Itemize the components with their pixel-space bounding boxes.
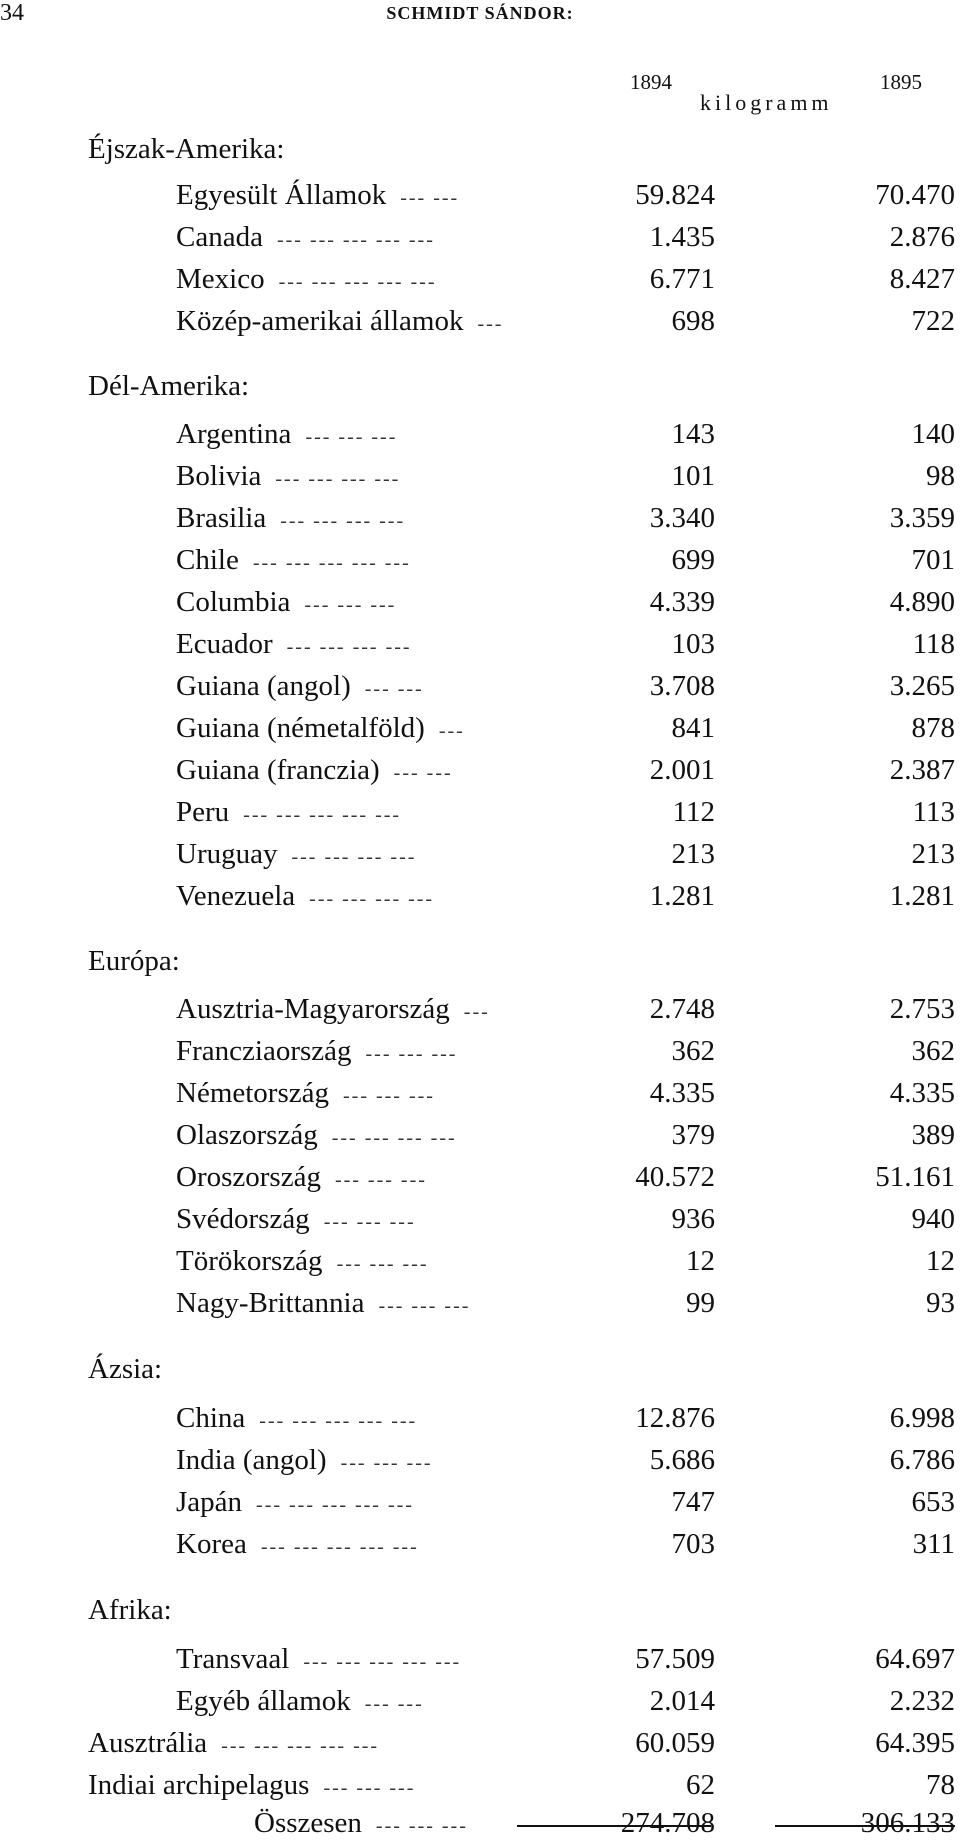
region-north-america: Éjszak-Amerika: — [88, 133, 285, 165]
value-1895: 878 — [911, 712, 955, 744]
value-1894: 936 — [671, 1203, 715, 1235]
value-1894: 101 — [671, 460, 715, 492]
row-name: Korea --- --- --- --- --- — [176, 1528, 419, 1560]
value-1894: 274.708 — [620, 1807, 715, 1839]
value-1894: 213 — [671, 838, 715, 870]
value-1894: 747 — [671, 1486, 715, 1518]
value-1894: 1.435 — [649, 221, 715, 253]
row-name: Németország --- --- --- — [176, 1077, 435, 1109]
year-1895: 1895 — [880, 70, 922, 94]
value-1895: 98 — [926, 460, 955, 492]
value-1895: 1.281 — [889, 880, 955, 912]
row-name: Canada --- --- --- --- --- — [176, 221, 435, 253]
value-1894: 112 — [672, 796, 715, 828]
value-1895: 389 — [911, 1119, 955, 1151]
row-name: Guiana (angol) --- --- — [176, 670, 424, 702]
value-1894: 143 — [671, 418, 715, 450]
row-name: Nagy-Brittannia --- --- --- — [176, 1287, 471, 1319]
value-1894: 841 — [671, 712, 715, 744]
value-1895: 2.387 — [889, 754, 955, 786]
value-1894: 3.708 — [649, 670, 715, 702]
row-name: Közép-amerikai államok --- — [176, 305, 504, 337]
page-number: 34 — [0, 0, 24, 26]
row-name: Ecuador --- --- --- --- — [176, 628, 412, 660]
value-1895: 70.470 — [875, 179, 955, 211]
value-1895: 3.265 — [889, 670, 955, 702]
region-africa: Afrika: — [88, 1594, 172, 1626]
value-1895: 4.335 — [889, 1077, 955, 1109]
value-1894: 40.572 — [635, 1161, 715, 1193]
value-1895: 701 — [911, 544, 955, 576]
value-1894: 1.281 — [649, 880, 715, 912]
page-header: SCHMIDT SÁNDOR: — [386, 3, 574, 23]
row-name: Bolivia --- --- --- --- — [176, 460, 401, 492]
value-1894: 6.771 — [649, 263, 715, 295]
row-name: Chile --- --- --- --- --- — [176, 544, 411, 576]
row-name: Francziaország --- --- --- — [176, 1035, 458, 1067]
value-1895: 8.427 — [889, 263, 955, 295]
value-1894: 57.509 — [635, 1643, 715, 1675]
value-1895: 311 — [912, 1528, 955, 1560]
value-1895: 64.395 — [875, 1727, 955, 1759]
value-1894: 12.876 — [635, 1402, 715, 1434]
value-1895: 6.998 — [889, 1402, 955, 1434]
unit-label: kilogramm — [700, 90, 833, 115]
value-1894: 2.001 — [649, 754, 715, 786]
row-name: Olaszország --- --- --- --- — [176, 1119, 457, 1151]
value-1894: 12 — [686, 1245, 715, 1277]
row-name: Egyesült Államok --- --- — [176, 179, 460, 211]
region-asia: Ázsia: — [88, 1353, 163, 1385]
region-europe: Európa: — [88, 945, 180, 977]
value-1894: 699 — [671, 544, 715, 576]
value-1895: 2.876 — [889, 221, 955, 253]
value-1894: 99 — [686, 1287, 715, 1319]
value-1895: 362 — [911, 1035, 955, 1067]
value-1894: 3.340 — [649, 502, 715, 534]
value-1894: 62 — [686, 1769, 715, 1801]
row-name: Összesen --- --- --- — [254, 1807, 468, 1839]
row-name: Transvaal --- --- --- --- --- — [176, 1643, 462, 1675]
row-name: Uruguay --- --- --- --- — [176, 838, 417, 870]
value-1895: 3.359 — [889, 502, 955, 534]
row-name: Ausztria-Magyarország --- — [176, 993, 490, 1025]
row-name: Guiana (németalföld) --- — [176, 712, 465, 744]
row-name: Ausztrália --- --- --- --- --- — [88, 1727, 380, 1759]
row-name: Indiai archipelagus --- --- --- — [88, 1769, 416, 1801]
row-name: Egyéb államok --- --- — [176, 1685, 424, 1717]
row-name: Oroszország --- --- --- — [176, 1161, 427, 1193]
value-1894: 4.335 — [649, 1077, 715, 1109]
value-1895: 306.133 — [860, 1807, 955, 1839]
value-1895: 4.890 — [889, 586, 955, 618]
value-1894: 2.748 — [649, 993, 715, 1025]
value-1894: 4.339 — [649, 586, 715, 618]
value-1895: 118 — [912, 628, 955, 660]
value-1895: 940 — [911, 1203, 955, 1235]
value-1895: 51.161 — [875, 1161, 955, 1193]
row-name: India (angol) --- --- --- — [176, 1444, 433, 1476]
value-1895: 6.786 — [889, 1444, 955, 1476]
row-name: Venezuela --- --- --- --- — [176, 880, 435, 912]
row-name: Peru --- --- --- --- --- — [176, 796, 402, 828]
value-1894: 60.059 — [635, 1727, 715, 1759]
row-name: Japán --- --- --- --- --- — [176, 1486, 414, 1518]
value-1894: 5.686 — [649, 1444, 715, 1476]
value-1895: 2.753 — [889, 993, 955, 1025]
row-name: Svédország --- --- --- — [176, 1203, 416, 1235]
row-name: Argentina --- --- --- — [176, 418, 398, 450]
value-1894: 379 — [671, 1119, 715, 1151]
row-name: Guiana (franczia) --- --- — [176, 754, 453, 786]
value-1895: 93 — [926, 1287, 955, 1319]
region-south-america: Dél-Amerika: — [88, 370, 250, 402]
value-1895: 722 — [911, 305, 955, 337]
value-1895: 140 — [911, 418, 955, 450]
row-name: Törökország --- --- --- — [176, 1245, 429, 1277]
value-1894: 698 — [671, 305, 715, 337]
value-1894: 103 — [671, 628, 715, 660]
value-1894: 362 — [671, 1035, 715, 1067]
row-name: China --- --- --- --- --- — [176, 1402, 418, 1434]
value-1895: 653 — [911, 1486, 955, 1518]
value-1895: 64.697 — [875, 1643, 955, 1675]
row-name: Mexico --- --- --- --- --- — [176, 263, 437, 295]
value-1894: 703 — [671, 1528, 715, 1560]
value-1895: 78 — [926, 1769, 955, 1801]
value-1895: 213 — [911, 838, 955, 870]
row-name: Columbia --- --- --- — [176, 586, 397, 618]
year-1894: 1894 — [630, 70, 672, 94]
row-name: Brasilia --- --- --- --- — [176, 502, 406, 534]
value-1894: 59.824 — [635, 179, 715, 211]
value-1895: 113 — [912, 796, 955, 828]
value-1895: 2.232 — [889, 1685, 955, 1717]
value-1894: 2.014 — [649, 1685, 715, 1717]
value-1895: 12 — [926, 1245, 955, 1277]
